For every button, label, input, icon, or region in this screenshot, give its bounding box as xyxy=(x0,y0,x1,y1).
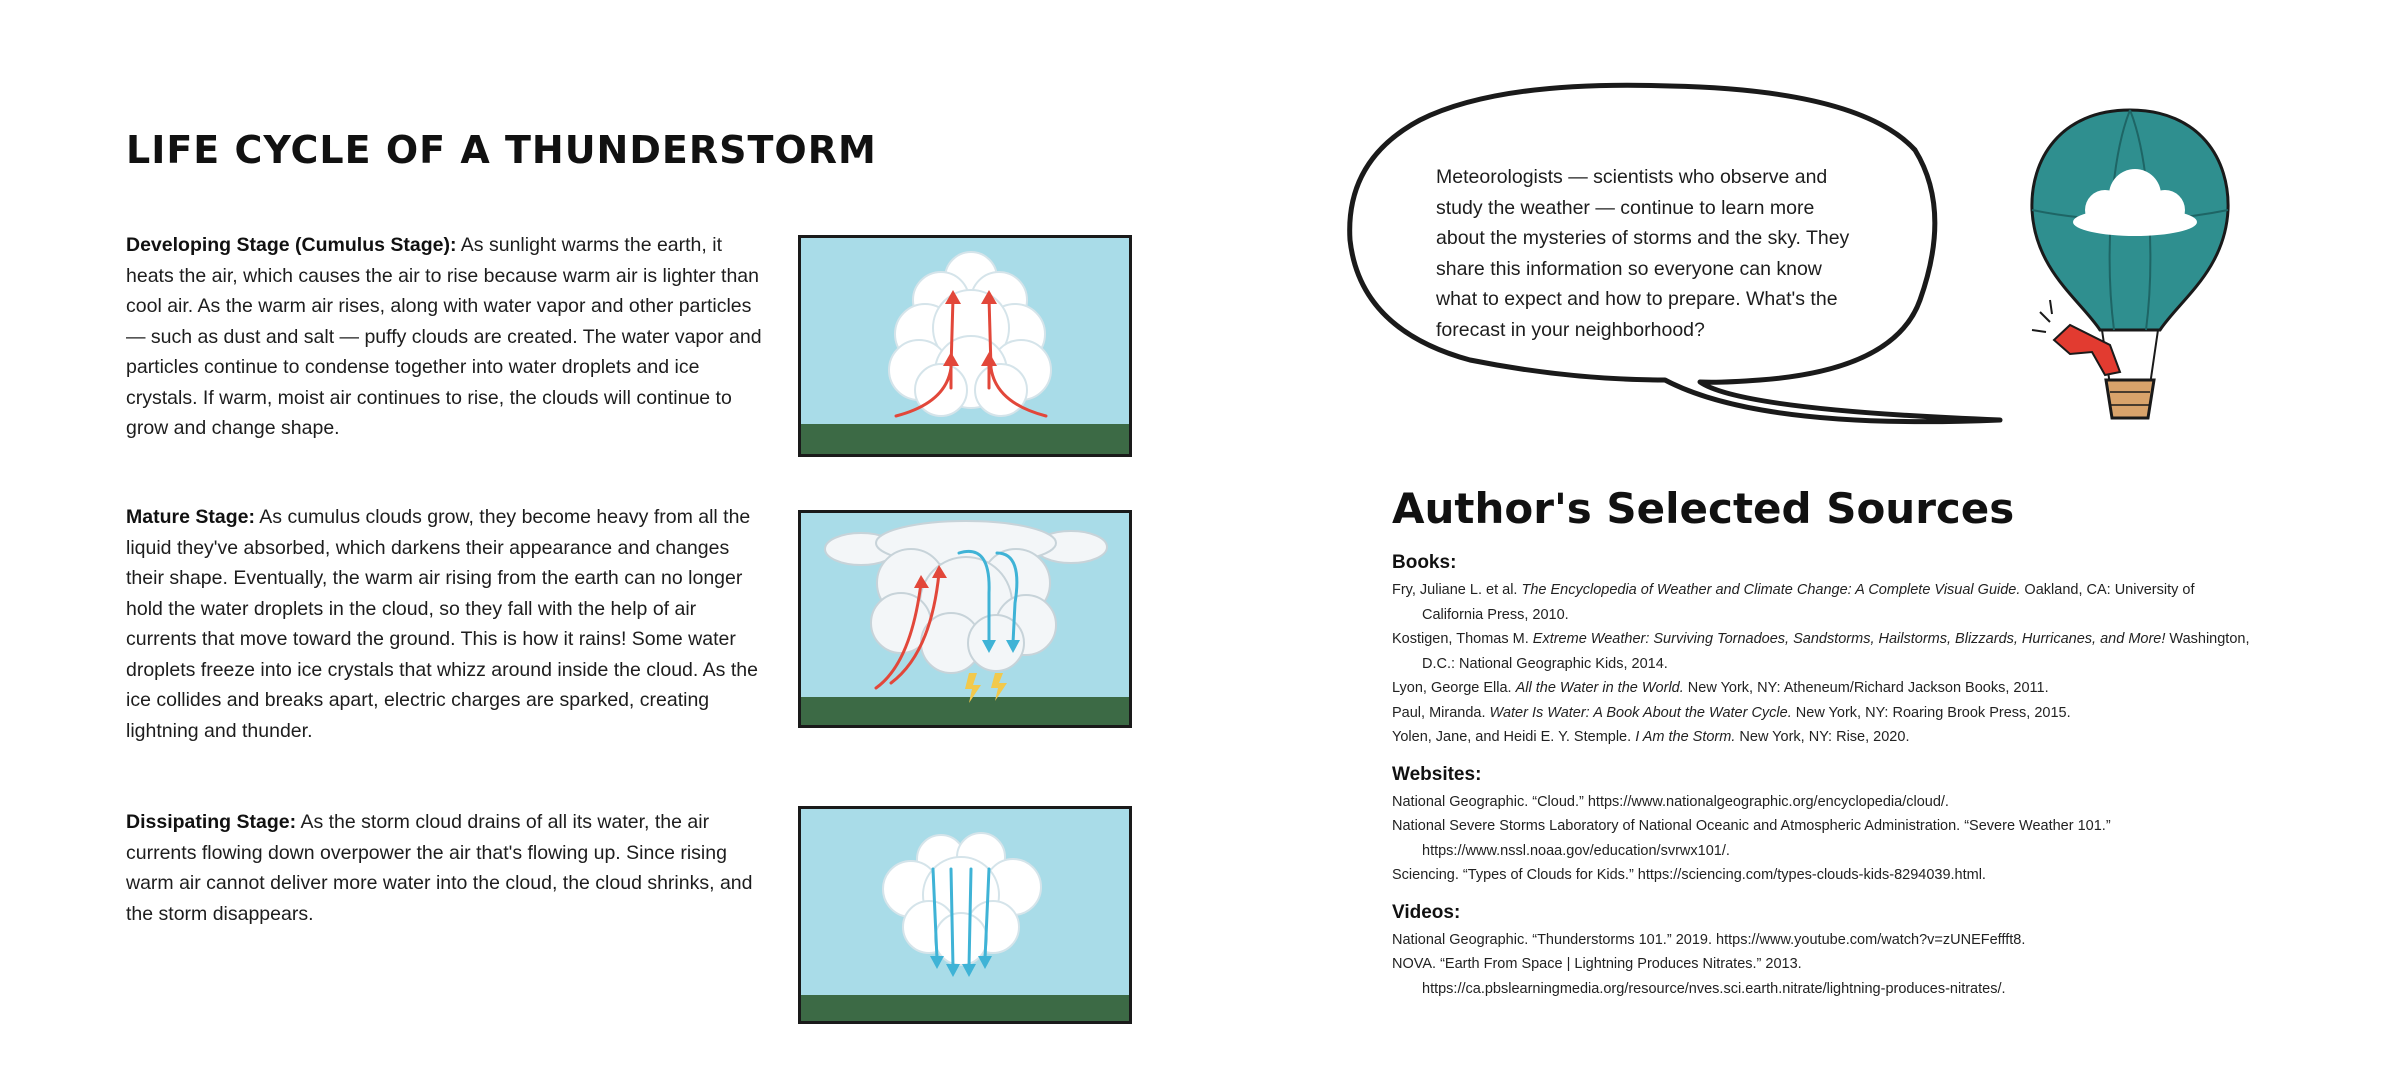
videos-heading: Videos: xyxy=(1392,901,1461,923)
book-title: All the Water in the World. xyxy=(1515,680,1684,696)
dissipating-stage-illustration xyxy=(798,806,1132,1024)
storm-cloud-illustration xyxy=(801,513,1129,725)
stage-name: Mature Stage: xyxy=(126,506,255,528)
stage-description: As the storm cloud drains of all its water, the air currents flowing down overpower the air that's flowing up. Since rising warm air cannot deliver more water into the cloud, the cloud shrinks, and the storm disappears. xyxy=(126,811,753,925)
stage-description: As sunlight warms the earth, it heats the air, which causes the air to rise because warm air is lighter than cool air. As the warm air rises, along with water vapor and other particles — such as dust and salt — puffy clouds are created. The water vapor and particles continue to condense together into water droplets and ice crystals. If warm, moist air continues to rise, the clouds will continue to grow and change shape. xyxy=(126,234,762,439)
developing-stage-illustration xyxy=(798,235,1132,457)
website-entry: National Geographic. “Cloud.” https://www.nationalgeographic.org/encyclopedia/cloud/. xyxy=(1392,793,1949,810)
video-entry: NOVA. “Earth From Space | Lightning Produces Nitrates.” 2013. https://ca.pbslearningmedia.org/resource/nves.sci.earth.nitrate/lightning-produces-nitrates/. xyxy=(1392,956,2006,997)
book-author: Kostigen, Thomas M. xyxy=(1392,631,1533,647)
book-author: Yolen, Jane, and Heidi E. Y. Stemple. xyxy=(1392,729,1636,745)
book-title: I Am the Storm. xyxy=(1635,729,1736,745)
mature-stage-paragraph xyxy=(126,502,766,746)
book-title: Water Is Water: A Book About the Water Cycle. xyxy=(1489,704,1792,721)
website-entry: National Severe Storms Laboratory of National Oceanic and Atmospheric Administration. “Severe Weather 101.” https://www.nssl.noaa.gov/education/svrwx101/. xyxy=(1392,818,2111,859)
page-title: LIFE CYCLE OF A THUNDERSTORM xyxy=(126,128,877,172)
book-title: Extreme Weather: Surviving Tornadoes, Sandstorms, Hailstorms, Blizzards, Hurricanes, and More! xyxy=(1532,631,2166,647)
book-author: Fry, Juliane L. et al. xyxy=(1392,582,1522,598)
book-author: Lyon, George Ella. xyxy=(1392,680,1516,696)
website-entry: Sciencing. “Types of Clouds for Kids.” https://sciencing.com/types-clouds-kids-8294039.html. xyxy=(1392,867,1986,883)
video-entry: National Geographic. “Thunderstorms 101.” 2019. https://www.youtube.com/watch?v=zUNEFeffft8. xyxy=(1392,931,2026,948)
book-publisher: New York, NY: Roaring Brook Press, 2015. xyxy=(1791,704,2071,721)
websites-section xyxy=(1392,764,2252,888)
cumulus-cloud-illustration xyxy=(801,238,1129,454)
book-entry xyxy=(1392,701,2252,726)
book-entry xyxy=(1392,725,2252,750)
dissipating-stage-paragraph xyxy=(126,807,766,929)
hot-air-balloon-illustration xyxy=(2010,100,2250,440)
books-heading: Books: xyxy=(1392,552,1457,573)
book-publisher: Washington, D.C.: National Geographic Kids, 2014. xyxy=(1422,631,2250,672)
book-publisher: New York, NY: Rise, 2020. xyxy=(1735,729,1910,745)
book-author: Paul, Miranda. xyxy=(1392,704,1490,721)
videos-section xyxy=(1392,902,2252,1002)
developing-stage-paragraph xyxy=(126,230,766,444)
stage-description: As cumulus clouds grow, they become heavy from all the liquid they've absorbed, which darkens their appearance and changes their shape. Eventually, the warm air rising from the earth can no longer hold the water droplets in the cloud, so they fall with the help of air currents that move toward the ground. This is how it rains! Some water droplets freeze into ice crystals that whizz around inside the cloud. As the ice collides and breaks apart, electric charges are sparked, creating lightning and thunder. xyxy=(126,506,758,742)
stage-name: Dissipating Stage: xyxy=(126,811,297,833)
sources-title: Author's Selected Sources xyxy=(1392,484,2015,533)
stage-name: Developing Stage (Cumulus Stage): xyxy=(126,234,457,256)
dissipating-cloud-illustration xyxy=(801,809,1129,1021)
book-entry xyxy=(1392,676,2252,701)
sources-list xyxy=(1392,552,2252,1015)
book-title: The Encyclopedia of Weather and Climate Change: A Complete Visual Guide. xyxy=(1521,582,2021,598)
books-section xyxy=(1392,552,2252,750)
book-publisher: New York, NY: Atheneum/Richard Jackson Books, 2011. xyxy=(1683,680,2049,696)
websites-heading: Websites: xyxy=(1392,763,1482,785)
speech-bubble-text: Meteorologists — scientists who observe and study the weather — continue to learn more about the mysteries of storms and the sky. They share this information so everyone can know what to expect and how to prepare. What's the forecast in your neighborhood? xyxy=(1436,166,1850,341)
book-entry xyxy=(1392,627,2252,676)
book-entry xyxy=(1392,578,2252,627)
mature-stage-illustration xyxy=(798,510,1132,728)
book-publisher: Oakland, CA: University of California Press, 2010. xyxy=(1422,582,2195,623)
